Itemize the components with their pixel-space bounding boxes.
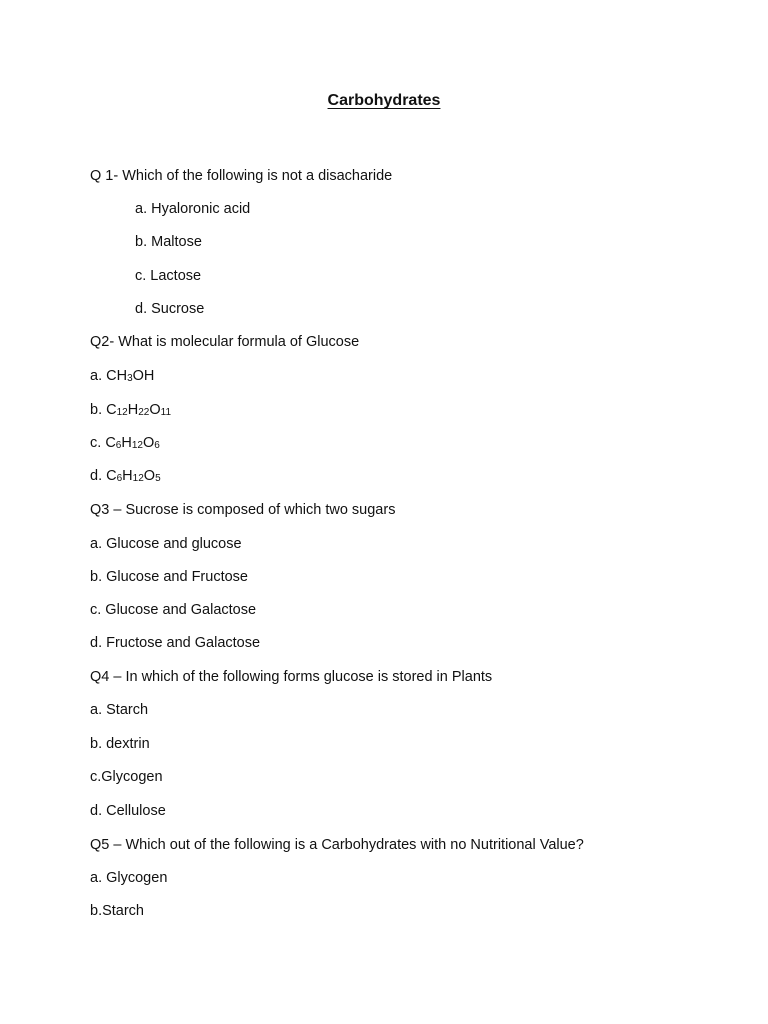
formula-element: C bbox=[106, 468, 117, 484]
formula-subscript: 3 bbox=[127, 373, 133, 384]
q4-option-d: d. Cellulose bbox=[90, 803, 166, 819]
q1-option-c: c. Lactose bbox=[135, 268, 202, 284]
formula-element: O bbox=[143, 468, 156, 484]
formula-subscript: 6 bbox=[115, 440, 122, 451]
formula-element: C bbox=[105, 435, 116, 451]
formula-element: CH bbox=[106, 368, 128, 384]
q4-option-a: a. Starch bbox=[90, 702, 149, 718]
q3-option-c: c. Glucose and Galactose bbox=[90, 602, 257, 618]
formula-subscript: 22 bbox=[138, 407, 150, 418]
question-3: Q3 – Sucrose is composed of which two sugars bbox=[90, 502, 396, 518]
q1-option-b: b. Maltose bbox=[135, 234, 202, 250]
q1-option-a: a. Hyaloronic acid bbox=[135, 201, 251, 217]
formula-subscript: 12 bbox=[132, 473, 144, 484]
q1-option-d: d. Sucrose bbox=[135, 301, 205, 317]
question-4: Q4 – In which of the following forms glucose is stored in Plants bbox=[90, 669, 493, 685]
option-prefix: c. bbox=[90, 435, 106, 451]
formula-element: H bbox=[127, 402, 139, 418]
q3-option-b: b. Glucose and Fructose bbox=[90, 569, 248, 585]
formula-subscript: 12 bbox=[131, 440, 143, 451]
formula-element: H bbox=[121, 435, 132, 451]
q2-option-c bbox=[90, 434, 160, 452]
q4-option-b: b. dextrin bbox=[90, 736, 150, 752]
q5-option-a: a. Glycogen bbox=[90, 870, 168, 886]
formula-subscript: 5 bbox=[155, 473, 161, 484]
q3-option-a: a. Glucose and glucose bbox=[90, 536, 242, 552]
formula-subscript: 11 bbox=[160, 407, 172, 418]
option-prefix: a. bbox=[90, 368, 107, 384]
formula-element: O bbox=[142, 435, 155, 451]
option-prefix: d. bbox=[90, 468, 107, 484]
option-prefix: b. bbox=[90, 402, 107, 418]
formula-subscript: 6 bbox=[116, 473, 123, 484]
formula-subscript: 12 bbox=[116, 407, 128, 418]
q2-option-a bbox=[90, 367, 154, 385]
formula-element: C bbox=[106, 402, 117, 418]
formula-subscript: 6 bbox=[154, 440, 160, 451]
q2-option-b bbox=[90, 401, 171, 419]
q4-option-c: c.Glycogen bbox=[90, 769, 163, 785]
formula-element: OH bbox=[132, 368, 155, 384]
q5-option-b: b.Starch bbox=[90, 903, 144, 919]
question-1: Q 1- Which of the following is not a disacharide bbox=[90, 168, 393, 184]
q2-option-d bbox=[90, 467, 161, 485]
formula-element: H bbox=[122, 468, 133, 484]
question-5: Q5 – Which out of the following is a Carbohydrates with no Nutritional Value? bbox=[90, 837, 584, 853]
formula-element: O bbox=[149, 402, 161, 418]
question-2: Q2- What is molecular formula of Glucose bbox=[90, 334, 360, 350]
page-title: Carbohydrates bbox=[327, 92, 441, 109]
q3-option-d: d. Fructose and Galactose bbox=[90, 635, 261, 651]
